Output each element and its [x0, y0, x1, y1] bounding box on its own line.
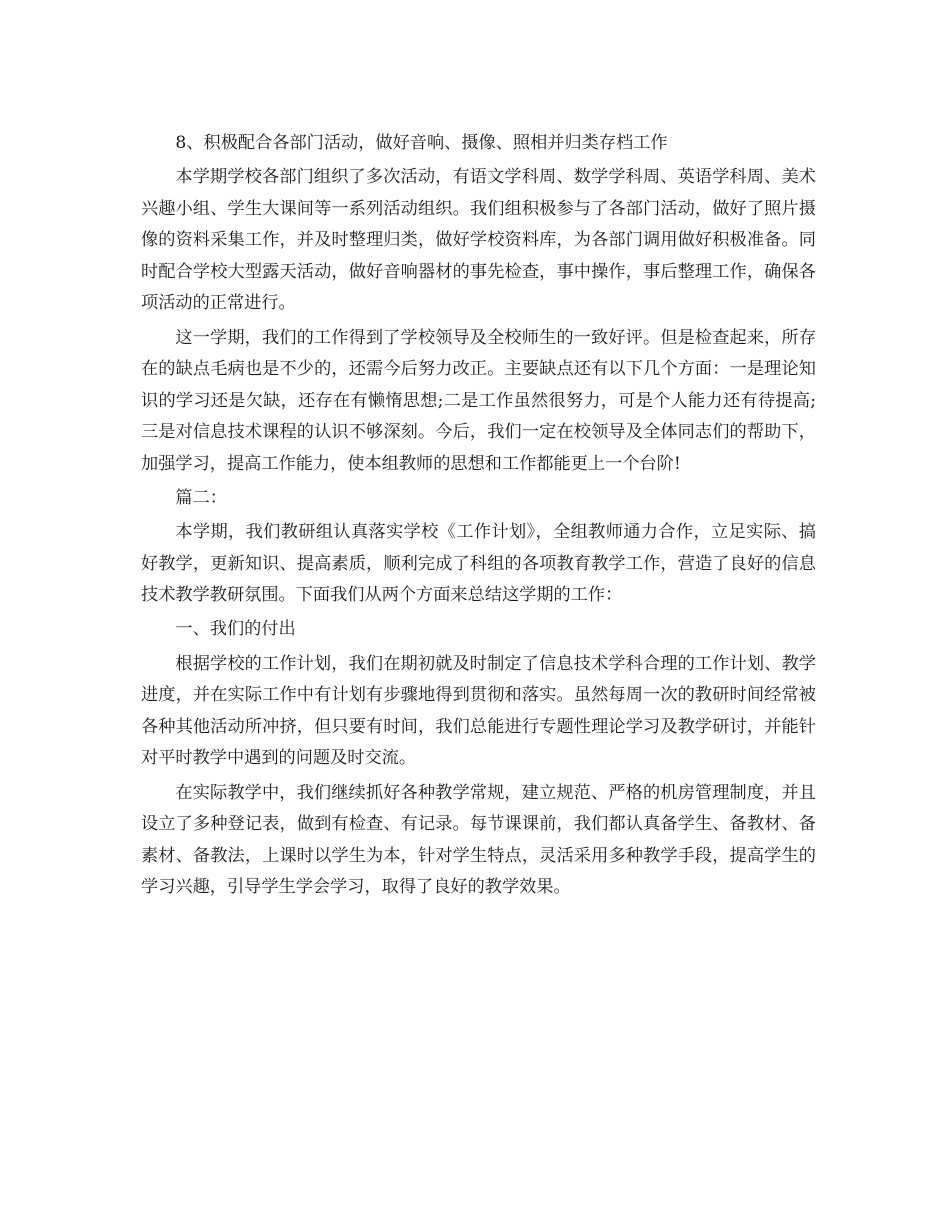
paragraph-work-plan: 根据学校的工作计划，我们在期初就及时制定了信息技术学科合理的工作计划、教学进度，并在实际工作中有计划有步骤地得到贯彻和落实。虽然每周一次的教研时间经常被各种其他活动所冲挤，但只要有时间，我们总能进行专题性理论学习及教学研讨，并能针对平时教学中遇到的问题及时交流。: [141, 653, 816, 769]
section-heading-part-two: 篇二：: [175, 487, 227, 508]
paragraph-shortcomings: 这一学期，我们的工作得到了学校领导及全校师生的一致好评。但是检查起来，所存在的缺点毛病也是不少的，还需今后努力改正。主要缺点还有以下几个方面：一是理论知识的学习还是欠缺，还存在有懒惰思想;二是工作虽然很努力，可是个人能力还有待提高;三是对信息技术课程的认识不够深刻。今后，我们一定在校领导及全体同志们的帮助下，加强学习，提高工作能力，使本组教师的思想和工作都能更上一个台阶!: [141, 327, 816, 474]
section-heading-our-efforts: 一、我们的付出: [175, 619, 296, 640]
paragraph-activities: 本学期学校各部门组织了多次活动，有语文学科周、数学学科周、英语学科周、美术兴趣小组、学生大课间等一系列活动组织。我们组积极参与了各部门活动，做好了照片摄像的资料采集工作，并及时整理归类，做好学校资料库，为各部门调用做好积极准备。同时配合学校大型露天活动，做好音响器材的事先检查，事中操作，事后整理工作，确保各项活动的正常进行。: [141, 167, 816, 314]
paragraph-teaching-practice: 在实际教学中，我们继续抓好各种教学常规，建立规范、严格的机房管理制度，并且设立了多种登记表，做到有检查、有记录。每节课课前，我们都认真备学生、备教材、备素材、备教法，上课时以学生为本，针对学生特点，灵活采用多种教学手段，提高学生的学习兴趣，引导学生学会学习，取得了良好的教学效果。: [141, 782, 816, 898]
paragraph-intro: 本学期，我们教研组认真落实学校《工作计划》，全组教师通力合作，立足实际、搞好教学，更新知识、提高素质，顺利完成了科组的各项教育教学工作，营造了良好的信息技术教学教研氛围。下面我们从两个方面来总结这学期的工作：: [141, 522, 816, 606]
document-body: [141, 128, 816, 906]
paragraph-item-8: 8、积极配合各部门活动，做好音响、摄像、照相并归类存档工作: [175, 133, 668, 153]
